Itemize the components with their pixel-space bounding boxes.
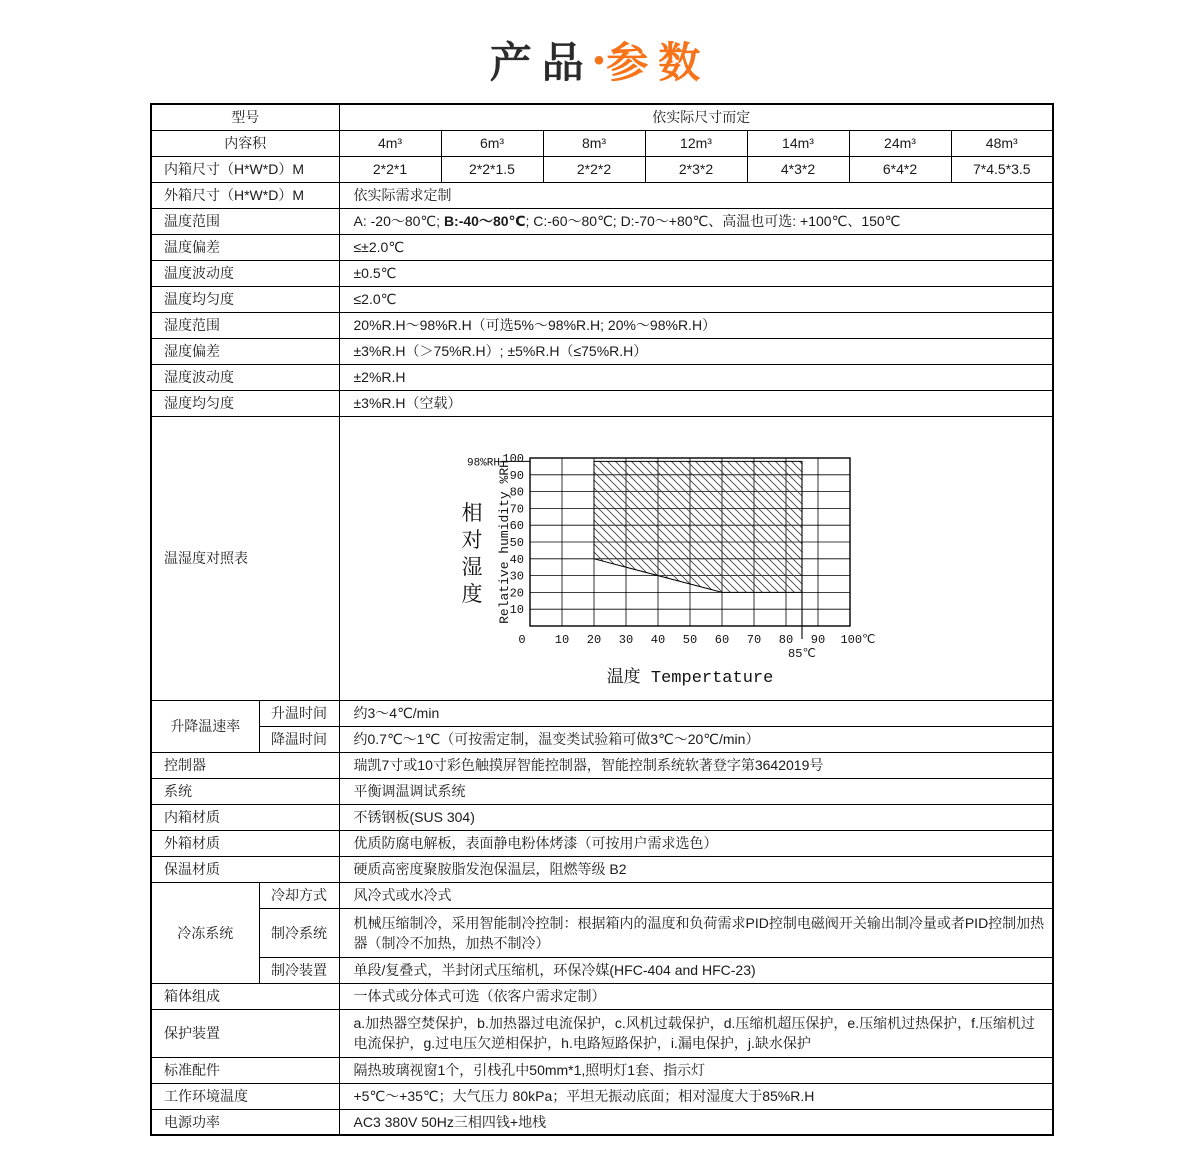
y-axis-title-cn: 度 [461,585,482,608]
heatup-time-group-label: 升降温速率 [151,700,259,752]
model-label: 型号 [151,104,339,130]
xtick-label: 90 [810,633,825,647]
xtick-label: 0 [517,633,526,647]
temp-humidity-chart-label: 温湿度对照表 [151,416,339,700]
table-row-system [151,778,1053,804]
table-row-operating-environment [151,1083,1053,1109]
table-row-cooldown-time [151,726,1053,752]
ytick-label: 80 [509,485,524,500]
humidity-range-label: 湿度范围 [151,312,339,338]
power-supply-label: 电源功率 [151,1109,339,1135]
inner-box-size-label: 内箱尺寸（H*W*D）M [151,156,339,182]
temp-deviation-label: 温度偏差 [151,234,339,260]
cabinet-composition-value: 一体式或分体式可选（依客户需求定制） [339,983,1053,1009]
temp-fluctuation-value: ±0.5℃ [339,260,1053,286]
ytick-label: 30 [509,569,524,584]
page-title [0,30,1200,90]
table-row-protection-devices [151,1009,1053,1057]
outer-box-size-label: 外箱尺寸（H*W*D）M [151,182,339,208]
cooling-method-label: 冷却方式 [259,882,339,908]
system-label: 系统 [151,778,339,804]
inner-volume-cell-6: 48m³ [951,130,1053,156]
operating-environment-value: +5℃～+35℃；大气压力 80kPa；平坦无振动底面；相对湿度大于85%R.H [339,1083,1053,1109]
xtick-label: 70 [746,633,761,647]
heatup-time-value: 约3～4℃/min [339,700,1053,726]
power-supply-value: AC3 380V 50Hz三相四钱+地栈 [339,1109,1053,1135]
table-row-standard-accessories [151,1057,1053,1083]
table-row-model [151,104,1053,130]
humidity-uniformity-label: 湿度均匀度 [151,390,339,416]
ytick-label: 70 [509,502,524,517]
chart-region-operating-envelope [594,461,802,592]
page-title-orange: 参数 [606,39,711,86]
annotation-98rh-label: 98%RH [466,457,500,470]
table-row-temp-humidity-chart [151,416,1053,700]
humidity-fluctuation-value: ±2%R.H [339,364,1053,390]
table-row-humidity-range [151,312,1053,338]
table-row-inner-box-size [151,156,1053,182]
insulation-material-value: 硬质高密度聚胺脂发泡保温层，阻燃等级 B2 [339,856,1053,882]
ytick-label: 60 [509,519,524,534]
value-segment: A: -20～80℃; [353,213,444,229]
refrigeration-device-label: 制冷装置 [259,957,339,983]
standard-accessories-label: 标准配件 [151,1057,339,1083]
standard-accessories-value: 隔热玻璃视窗1个，引栈孔中50mm*1,照明灯1套、指示灯 [339,1057,1053,1083]
table-row-temp-uniformity [151,286,1053,312]
temp-uniformity-value: ≤2.0℃ [339,286,1053,312]
title-dot-icon: • [593,44,607,77]
xtick-label: 10 [554,633,569,647]
table-row-outer-material [151,830,1053,856]
y-axis-title-cn: 相 [461,504,482,527]
xtick-label: 20 [586,633,601,647]
spec-table-body [151,104,1053,1135]
xtick-label: 80 [778,633,793,647]
controller-label: 控制器 [151,752,339,778]
table-row-refrigeration-system [151,908,1053,957]
inner-volume-cell-0: 4m³ [339,130,441,156]
table-row-power-supply [151,1109,1053,1135]
table-row-inner-material [151,804,1053,830]
y-axis-title-cn: 对 [461,531,482,554]
cooldown-time-value: 约0.7℃～1℃（可按需定制，温变类试验箱可做3℃～20℃/min） [339,726,1053,752]
xtick-label: 50 [682,633,697,647]
humidity-fluctuation-label: 湿度波动度 [151,364,339,390]
system-value: 平衡调温调试系统 [339,778,1053,804]
y-axis-title-cn: 湿 [461,558,482,581]
temp-range-label: 温度范围 [151,208,339,234]
inner-box-size-cell-1: 2*2*1.5 [441,156,543,182]
page-title-black: 产品 [489,39,594,86]
table-row-temp-deviation [151,234,1053,260]
humidity-uniformity-value: ±3%R.H（空载） [339,390,1053,416]
table-row-heatup-time [151,700,1053,726]
temp-humidity-chart-cell [339,416,1053,700]
xtick-label: 60 [714,633,729,647]
table-row-refrigeration-device [151,957,1053,983]
value-segment: ; C:-60～80℃; D:-70～+80℃、高温也可选: +100℃、150℃ [525,213,901,229]
table-row-insulation-material [151,856,1053,882]
table-row-inner-volume [151,130,1053,156]
temp-humidity-chart [458,448,888,690]
humidity-range-value: 20%R.H～98%R.H（可选5%～98%R.H; 20%～98%R.H） [339,312,1053,338]
table-row-temp-range [151,208,1053,234]
xtick-label: 40 [650,633,665,647]
table-row-humidity-fluctuation [151,364,1053,390]
cooling-method-group-label: 冷冻系统 [151,882,259,983]
table-row-cabinet-composition [151,983,1053,1009]
table-row-controller [151,752,1053,778]
outer-material-label: 外箱材质 [151,830,339,856]
temp-uniformity-label: 温度均匀度 [151,286,339,312]
ytick-label: 100 [501,452,524,466]
inner-volume-cell-4: 14m³ [747,130,849,156]
ytick-label: 50 [509,536,524,550]
inner-volume-cell-3: 12m³ [645,130,747,156]
heatup-time-label: 升温时间 [259,700,339,726]
table-row-outer-box-size [151,182,1053,208]
xtick-label: 30 [618,633,633,647]
inner-box-size-cell-5: 6*4*2 [849,156,951,182]
humidity-deviation-value: ±3%R.H（＞75%R.H）; ±5%R.H（≤75%R.H） [339,338,1053,364]
temp-deviation-value: ≤±2.0℃ [339,234,1053,260]
cooling-method-value: 风冷式或水冷式 [339,882,1053,908]
controller-value: 瑞凯7寸或10寸彩色触摸屏智能控制器，智能控制系统软著登字第3642019号 [339,752,1053,778]
y-axis-title-en: Relative humidity %RH [496,460,512,624]
inner-material-label: 内箱材质 [151,804,339,830]
inner-volume-cell-2: 8m³ [543,130,645,156]
model-value: 依实际尺寸而定 [339,104,1053,130]
table-row-cooling-method [151,882,1053,908]
refrigeration-system-value: 机械压缩制冷，采用智能制冷控制：根据箱内的温度和负荷需求PID控制电磁阀开关输出制冷量或者PID控制加热器（制冷不加热，加热不制冷） [339,908,1053,957]
inner-box-size-cell-0: 2*2*1 [339,156,441,182]
refrigeration-device-value: 单段/复叠式，半封闭式压缩机，环保冷媒(HFC-404 and HFC-23) [339,957,1053,983]
ytick-label: 90 [509,468,524,483]
spec-table [150,103,1054,1136]
table-row-temp-fluctuation [151,260,1053,286]
inner-volume-cell-1: 6m³ [441,130,543,156]
outer-box-size-value: 依实际需求定制 [339,182,1053,208]
temp-fluctuation-label: 温度波动度 [151,260,339,286]
temp-range-value [339,208,1053,234]
ytick-label: 10 [509,603,524,618]
inner-material-value: 不锈钢板(SUS 304) [339,804,1053,830]
inner-box-size-cell-6: 7*4.5*3.5 [951,156,1053,182]
humidity-deviation-label: 湿度偏差 [151,338,339,364]
outer-material-value: 优质防腐电解板，表面静电粉体烤漆（可按用户需求选色） [339,830,1053,856]
refrigeration-system-label: 制冷系统 [259,908,339,957]
insulation-material-label: 保温材质 [151,856,339,882]
inner-volume-label: 内容积 [151,130,339,156]
protection-devices-value: a.加热器空焚保护，b.加热器过电流保护，c.风机过载保护，d.压缩机超压保护，e.压缩机过热保护，f.压缩机过电流保护，g.过电压欠逆相保护，h.电路短路保护，i.漏电保护，j.缺水保护 [339,1009,1053,1057]
operating-environment-label: 工作环境温度 [151,1083,339,1109]
inner-volume-cell-5: 24m³ [849,130,951,156]
cooldown-time-label: 降温时间 [259,726,339,752]
cabinet-composition-label: 箱体组成 [151,983,339,1009]
xtick-label: 100℃ [839,633,876,647]
value-segment-bold: B:-40～80℃ [443,213,526,229]
annotation-85c-label: 85℃ [787,647,816,661]
inner-box-size-cell-2: 2*2*2 [543,156,645,182]
inner-box-size-cell-3: 2*3*2 [645,156,747,182]
table-row-humidity-deviation [151,338,1053,364]
ytick-label: 20 [509,586,524,601]
table-row-humidity-uniformity [151,390,1053,416]
x-axis-title: 温度 Tempertature [606,669,773,688]
inner-box-size-cell-4: 4*3*2 [747,156,849,182]
ytick-label: 40 [509,552,524,567]
protection-devices-label: 保护装置 [151,1009,339,1057]
